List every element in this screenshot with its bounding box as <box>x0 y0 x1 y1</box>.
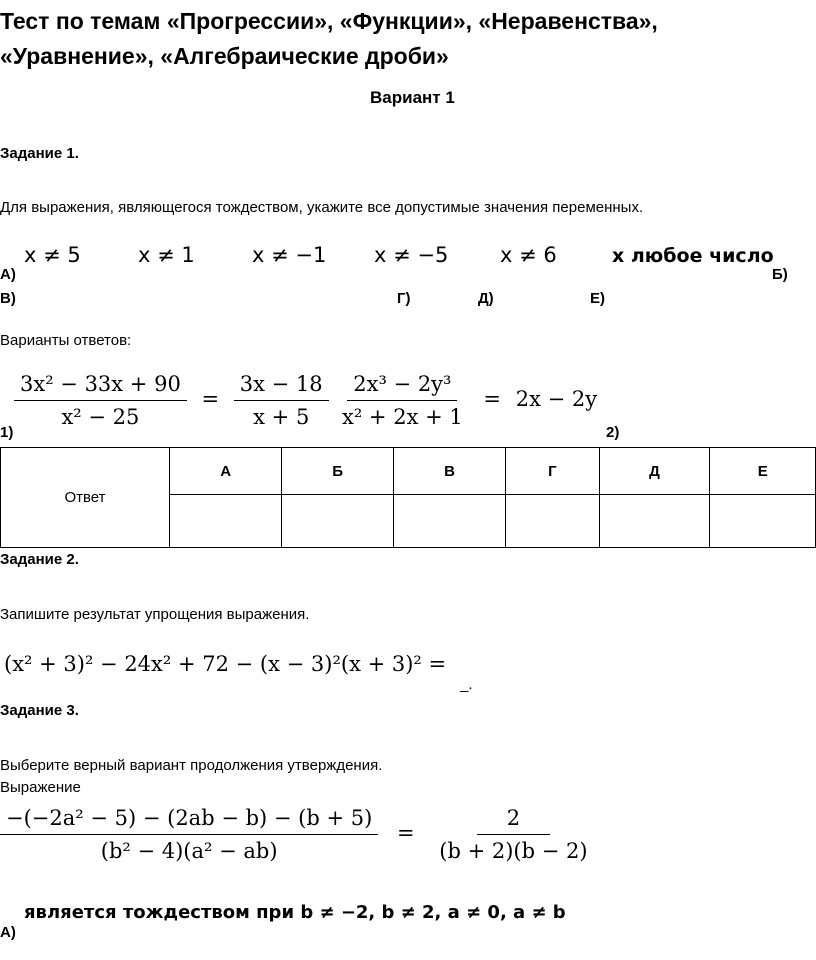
task3-instruction: Выберите верный вариант продолжения утверждения. <box>0 757 383 774</box>
variant-heading: Вариант 1 <box>370 88 455 107</box>
task3-heading: Задание 3. <box>0 702 79 719</box>
task2-heading: Задание 2. <box>0 551 79 568</box>
answer-cell-d[interactable] <box>599 495 710 548</box>
task3-lhs-den: (b² − 4)(a² − ab) <box>100 839 278 863</box>
option-b-math: x ≠ 1 <box>138 243 195 267</box>
expr1-lhs-num: 3x² − 33x + 90 <box>14 372 187 401</box>
expr1-rhs-num: 3x − 18 <box>234 372 329 401</box>
task3-rhs-den: (b + 2)(b − 2) <box>439 839 588 863</box>
expr2-equals: = <box>483 387 502 411</box>
task1-heading: Задание 1. <box>0 145 79 162</box>
page-title: Тест по темам «Прогрессии», «Функции», «Неравенства», «Уравнение», «Алгебраические дроби» <box>0 8 658 69</box>
option-d-math: x ≠ −5 <box>374 243 449 267</box>
expr2-lhs-den: x² + 2x + 1 <box>342 405 463 429</box>
answers-label: Варианты ответов: <box>0 332 132 349</box>
letter-b: Б) <box>772 266 788 283</box>
option-f-math: х любое число <box>612 245 774 267</box>
task3-answer-a-text: является тождеством при b ≠ −2, b ≠ 2, a ≠ 0, a ≠ b <box>24 902 566 923</box>
answer-row-label: Ответ <box>1 448 170 548</box>
answer-header-b: Б <box>282 448 394 495</box>
task3-lhs-num: −(−2a² − 5) − (2ab − b) − (b + 5) <box>0 806 378 835</box>
expr2-label: 2) <box>606 424 620 441</box>
answer-cell-b[interactable] <box>282 495 394 548</box>
expr2-lhs-num: 2x³ − 2y³ <box>347 372 457 401</box>
task3-rhs-num: 2 <box>477 806 550 835</box>
task3-label: Выражение <box>0 779 81 796</box>
expr1-label: 1) <box>0 424 14 441</box>
answer-header-d: Д <box>599 448 710 495</box>
task2-expression: (x² + 3)² − 24x² + 72 − (x − 3)²(x + 3)² = <box>4 652 447 676</box>
option-a-math: x ≠ 5 <box>24 243 81 267</box>
answer-header-a: А <box>170 448 282 495</box>
answer-cell-g[interactable] <box>506 495 599 548</box>
letter-a: А) <box>0 266 16 283</box>
task2-tail: _. <box>460 676 473 693</box>
answer-cell-e[interactable] <box>710 495 816 548</box>
answer-cell-a[interactable] <box>170 495 282 548</box>
answer-header-e: Е <box>710 448 816 495</box>
letter-g: Г) <box>397 290 411 307</box>
expression-2 <box>336 372 597 429</box>
option-e-math: x ≠ 6 <box>500 243 557 267</box>
answer-table <box>0 447 816 548</box>
answer-header-g: Г <box>506 448 599 495</box>
task3-answer-a-letter: А) <box>0 924 16 941</box>
task1-instruction: Для выражения, являющегося тождеством, укажите все допустимые значения переменных. <box>0 199 644 216</box>
answer-cell-v[interactable] <box>393 495 505 548</box>
expression-1 <box>14 372 329 429</box>
task2-instruction: Запишите результат упрощения выражения. <box>0 606 310 623</box>
task3-expression <box>0 806 594 863</box>
expr2-rhs: 2x − 2y <box>515 387 598 411</box>
letter-e: Е) <box>590 290 605 307</box>
expr1-rhs-den: x + 5 <box>253 405 310 429</box>
letter-d: Д) <box>478 290 494 307</box>
option-c-math: x ≠ −1 <box>252 243 327 267</box>
expr1-lhs-den: x² − 25 <box>61 405 140 429</box>
task3-equals: = <box>397 821 415 845</box>
letter-v: В) <box>0 290 16 307</box>
answer-header-v: В <box>393 448 505 495</box>
expr1-equals: = <box>201 387 220 411</box>
